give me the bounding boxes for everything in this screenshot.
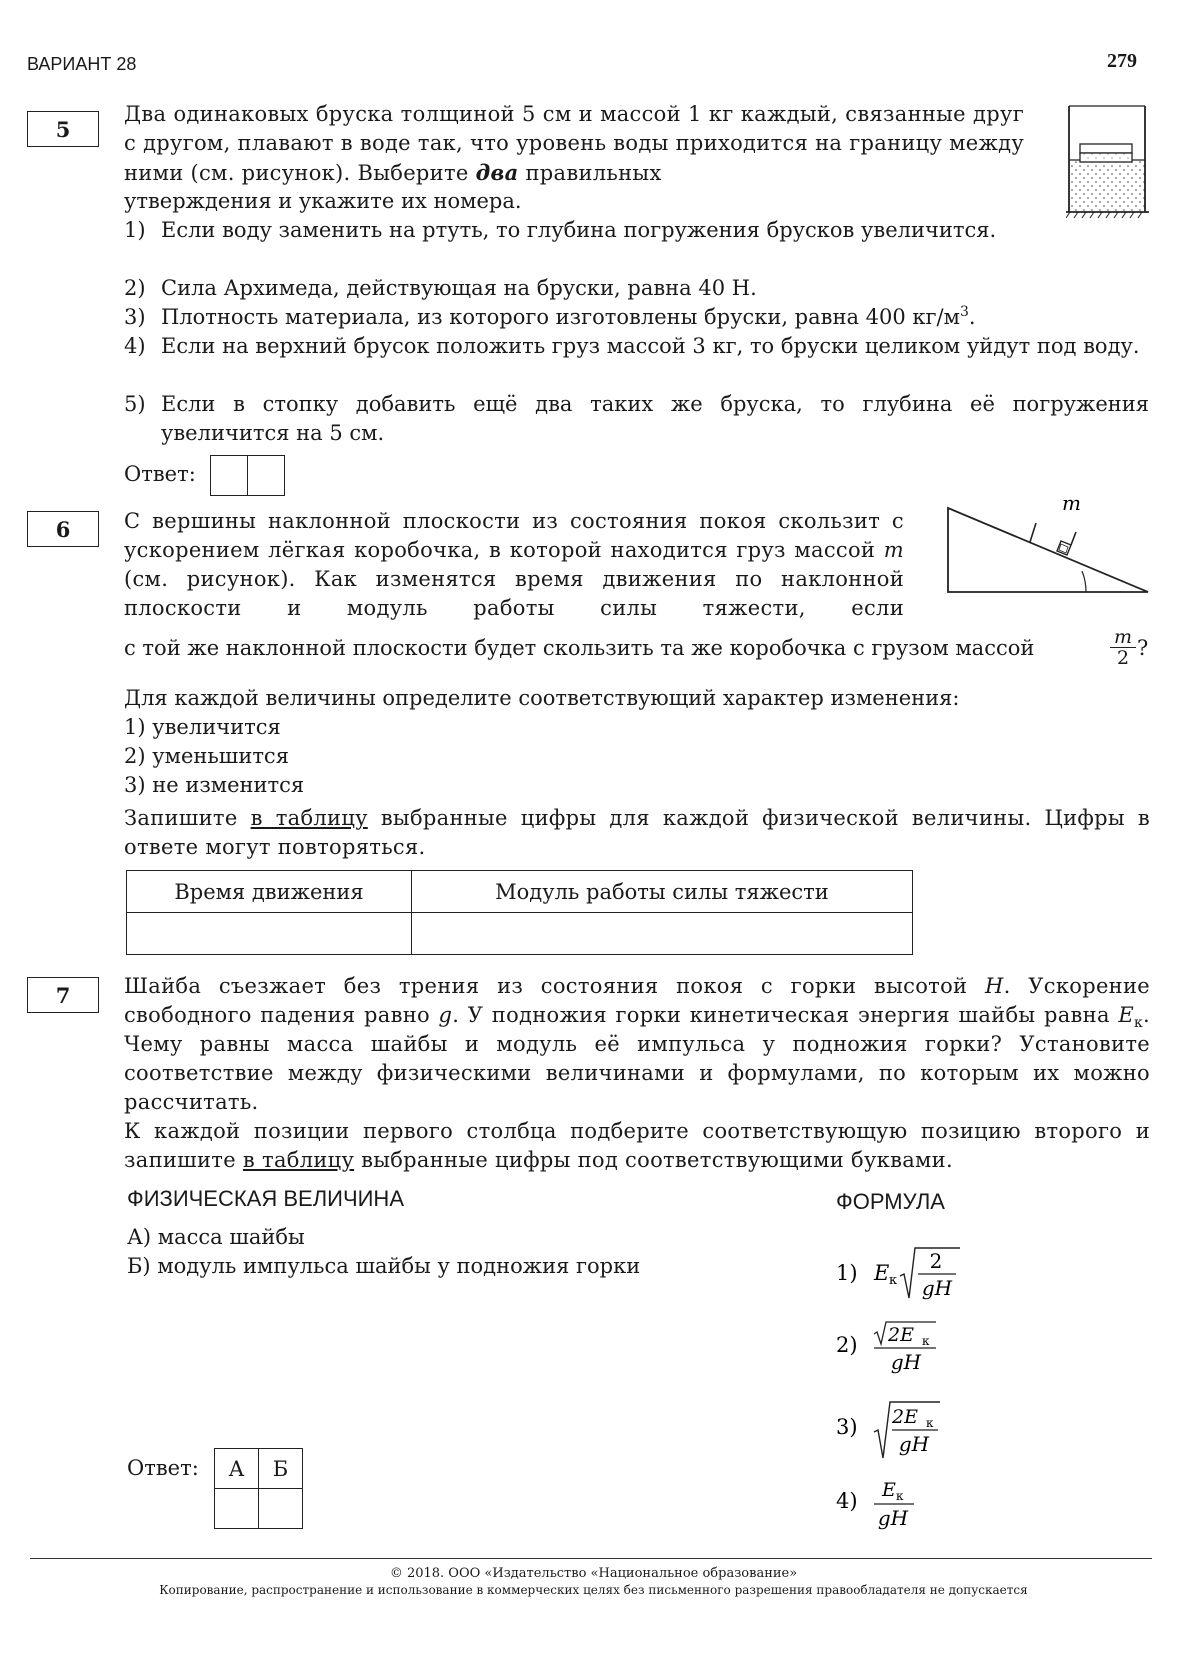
svg-text:gH: gH: [877, 1506, 909, 1530]
q5-option-5: 5) Если в стопку добавить ещё два таких же бруска, то глубина её погружения увеличится на 5 см.: [124, 392, 1149, 445]
q7-column-formula-header: ФОРМУЛА: [836, 1189, 945, 1214]
variant-title: ВАРИАНТ 28: [27, 54, 137, 74]
svg-text:2E: 2E: [888, 1324, 914, 1346]
q7-formula-2: [836, 1318, 976, 1383]
svg-text:gH: gH: [921, 1276, 953, 1300]
q6-instruction: Для каждой величины определите соответствующий характер изменения:: [124, 686, 960, 710]
q5-answer-box[interactable]: [210, 455, 285, 496]
svg-text:2: 2: [929, 1249, 943, 1273]
question-7-number: 7: [27, 977, 99, 1013]
q5-answer-cell-1[interactable]: [211, 456, 247, 495]
q6-answer-table: [126, 870, 913, 955]
q7-answer-cell-a[interactable]: [215, 1489, 259, 1529]
svg-text:к: к: [896, 1489, 904, 1503]
q6-table-header-time: Время движения: [127, 871, 412, 913]
q5-option-3: 3) Плотность материала, из которого изготовлены бруски, равна 400 $кг/м^3$.: [124, 304, 976, 329]
q6-note: Запишите в таблицу выбранные цифры для каждой физической величины. Цифры в ответе могут повторяться.: [124, 806, 1150, 859]
q7-statement: Шайба съезжает без трения из состояния покоя с горки высотой H. Ускорение свободного падения равно g. У подножия горки кинетическая энергия шайбы равна $E_к$. Чему равны масса шайбы и модуль её импульса у подножия горки? Установите соответствие между физическими величинами и формулами, по которым их можно рассчитать.: [124, 974, 1151, 1114]
q7-column-quantity-header: ФИЗИЧЕСКАЯ ВЕЛИЧИНА: [127, 1186, 404, 1211]
q5-statement: Два одинаковых бруска толщиной 5 см и массой 1 кг каждый, связанные друг с другом, плавают в воде так, что уровень воды приходится на границу между ними (см. рисунок). Выберите два правильных: [124, 102, 1024, 185]
q5-statement-end: утверждения и укажите их номера.: [124, 189, 522, 213]
q6-option-1: 1) увеличится: [124, 715, 281, 739]
footer-notice: Копирование, распространение и использование в коммерческих целях без письменного разрешения правообладателя не допускается: [159, 1583, 1028, 1597]
q7-answer-header-a: А: [215, 1449, 259, 1489]
q7-formula-1: [836, 1244, 976, 1309]
q6-table-header-work: Модуль работы силы тяжести: [411, 871, 912, 913]
footer-divider: [30, 1558, 1152, 1559]
page-number: 279: [1107, 50, 1137, 72]
q6-inclined-plane-figure: [940, 490, 1155, 595]
q5-option-1: 1) Если воду заменить на ртуть, то глубина погружения брусков увеличится.: [124, 218, 997, 242]
q6-statement-end: с той же наклонной плоскости будет скользить та же коробочка с грузом массой: [124, 636, 1035, 660]
svg-text:2): 2): [836, 1333, 858, 1357]
svg-text:к: к: [889, 1273, 898, 1288]
q6-fraction: m 2: [1110, 627, 1136, 668]
q7-formula-3: [836, 1398, 976, 1467]
q7-answer-label: Ответ:: [127, 1456, 199, 1480]
q7-answer-table: [214, 1448, 303, 1529]
q7-quantity-b: Б) модуль импульса шайбы у подножия горки: [127, 1254, 641, 1278]
q6-question-mark: ?: [1137, 636, 1149, 660]
svg-text:gH: gH: [898, 1432, 930, 1456]
svg-text:E: E: [874, 1261, 890, 1285]
svg-text:к: к: [922, 1334, 930, 1348]
svg-text:2E: 2E: [892, 1406, 918, 1428]
q6-figure-mass-label: m: [1062, 491, 1081, 515]
q6-answer-cell-work[interactable]: [411, 913, 912, 955]
svg-text:4): 4): [836, 1489, 858, 1513]
q6-option-2: 2) уменьшится: [124, 744, 289, 768]
svg-text:1): 1): [836, 1261, 858, 1285]
q5-option-2: 2) Сила Архимеда, действующая на бруски, равна 40 Н.: [124, 276, 757, 300]
question-5-number: 5: [27, 111, 99, 147]
q6-option-3: 3) не изменится: [124, 773, 305, 797]
question-6-number: 6: [27, 511, 99, 547]
q5-answer-cell-2[interactable]: [247, 456, 283, 495]
q7-quantity-a: А) масса шайбы: [127, 1225, 305, 1249]
q7-answer-cell-b[interactable]: [259, 1489, 303, 1529]
q7-answer-header-b: Б: [259, 1449, 303, 1489]
q7-instruction: К каждой позиции первого столбца подберите соответствующую позицию второго и запишите в таблицу выбранные цифры под соответствующими буквами.: [124, 1119, 1150, 1172]
footer-copyright: © 2018. ООО «Издательство «Национальное образование»: [389, 1566, 798, 1581]
q5-vessel-figure: [1066, 104, 1151, 224]
q5-option-4: 4) Если на верхний брусок положить груз массой 3 кг, то бруски целиком уйдут под воду.: [124, 334, 1140, 358]
q7-formula-4: [836, 1474, 976, 1539]
q6-statement: С вершины наклонной плоскости из состояния покоя скользит с ускорением лёгкая коробочка, в которой находится груз массой m (см. рисунок). Как изменятся время движения по наклонной плоскости и модуль работы силы тяжести, если: [124, 509, 904, 620]
svg-text:к: к: [926, 1416, 934, 1430]
svg-text:3): 3): [836, 1415, 858, 1439]
svg-text:gH: gH: [890, 1350, 922, 1374]
q5-answer-label: Ответ:: [124, 462, 196, 486]
q6-answer-cell-time[interactable]: [127, 913, 412, 955]
svg-text:E: E: [882, 1479, 896, 1501]
